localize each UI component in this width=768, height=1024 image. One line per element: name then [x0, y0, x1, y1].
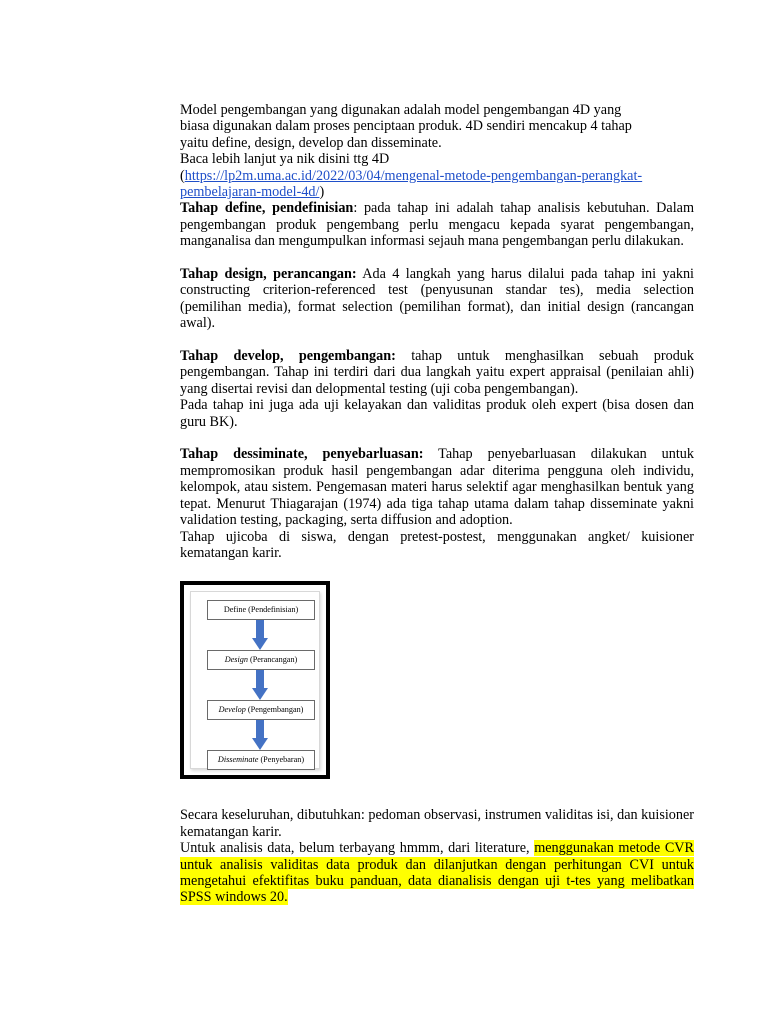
disseminate-paragraph	[180, 446, 694, 528]
analysis-paragraph	[180, 840, 694, 906]
design-text: Ada 4 langkah yang harus dilalui pada tahap ini yakni constructing criterion-referenced test (penyusunan standar tes), media selection (pemilihan media), format selection (pemilihan format), dan initial design (rancangan awal).	[180, 266, 694, 332]
link-close-paren: )	[319, 184, 325, 201]
develop-text: tahap untuk menghasilkan sebuah produk pengembangan. Tahap ini terdiri dari dua langkah yaitu expert appraisal (penilaian ahli) yang disertai revisi dan delopmental testing (uji coba pengembangan).	[180, 348, 694, 397]
intro-line-2: biasa digunakan dalam proses penciptaan produk. 4D sendiri mencakup 4 tahap	[180, 118, 632, 135]
stage-disseminate-en: Disseminate	[217, 755, 259, 765]
design-heading: Tahap design, perancangan:	[180, 266, 357, 283]
stage-develop-en: Develop	[218, 705, 246, 715]
stage-design-id: (Perancangan)	[247, 655, 298, 665]
develop-paragraph	[180, 348, 694, 397]
define-text: : pada tahap ini adalah tahap analisis kebutuhan. Dalam pengembangan produk pengembang perlu mengacu kepada syarat pengembangan, manganalisa dan mengumpulkan informasi sejauh mana pengembangan perlu dilakukan.	[180, 200, 694, 250]
define-paragraph	[180, 200, 694, 249]
diagram-stage-disseminate	[207, 750, 315, 770]
design-paragraph	[180, 266, 694, 332]
paragraph-gap	[180, 250, 694, 266]
stage-develop-id: (Pengembangan)	[245, 705, 304, 715]
down-arrow-icon	[252, 670, 268, 700]
intro-paragraph	[180, 102, 694, 200]
paragraph-gap	[180, 332, 694, 348]
diagram-stage-design	[207, 650, 315, 670]
down-arrow-icon	[252, 620, 268, 650]
down-arrow-icon	[252, 720, 268, 750]
intro-line-3: yaitu define, design, develop dan disseminate.	[180, 134, 442, 151]
diagram-stage-develop	[207, 700, 315, 720]
intro-line-1: Model pengembangan yang digunakan adalah model pengembangan 4D yang	[180, 102, 622, 118]
diagram-stage-define	[207, 600, 315, 620]
conclusion-paragraph: Secara keseluruhan, dibutuhkan: pedoman observasi, instrumen validitas isi, dan kuisioner kematangan karir.	[180, 807, 694, 840]
link-open-paren: (	[180, 167, 185, 184]
disseminate-note: Tahap ujicoba di siswa, dengan pretest-postest, menggunakan angket/ kuisioner kematangan karir.	[180, 528, 694, 561]
stage-disseminate-id: (Penyebaran)	[258, 755, 305, 765]
define-heading: Tahap define, pendefinisian	[180, 200, 354, 217]
reference-link-line-1: https://lp2m.uma.ac.id/2022/03/04/mengenal-metode-pengembangan-perangkat-	[184, 167, 643, 184]
stage-design-en: Design	[224, 655, 248, 665]
analysis-highlighted-text: menggunakan metode CVR untuk analisis validitas data produk dan dilanjutkan dengan perhitungan CVI untuk mengetahui efektifitas buku panduan, data dianalisis dengan uji t-tes yang melibatkan SPSS windows 20.	[180, 840, 694, 906]
develop-heading: Tahap develop, pengembangan:	[180, 348, 396, 365]
reference-link[interactable]	[180, 168, 642, 200]
develop-note: Pada tahap ini juga ada uji kelayakan dan validitas produk oleh expert (bisa dosen dan guru BK).	[180, 397, 694, 430]
diagram-inner-frame	[190, 591, 320, 769]
section-gap	[180, 779, 694, 807]
4d-model-diagram	[180, 581, 330, 779]
paragraph-gap	[180, 430, 694, 446]
stage-define-label: Define (Pendefinisian)	[223, 605, 299, 615]
disseminate-heading: Tahap dessiminate, penyebarluasan:	[180, 446, 424, 463]
disseminate-text: Tahap penyebarluasan dilakukan untuk mempromosikan produk hasil pengembangan adar diterima pengguna oleh individu, kelompok, atau sistem. Pengemasan materi harus selektif agar menghasilkan bentuk yang tepat. Menurut Thiagarajan (1974) ada tiga tahap utama dalam tahap disseminate yakni validation testing, packaging, serta diffusion and adoption.	[180, 446, 694, 529]
read-more-text: Baca lebih lanjut ya nik disini ttg 4D	[180, 151, 390, 168]
reference-link-line-2: pembelajaran-model-4d/	[180, 184, 320, 201]
analysis-plain-text: Untuk analisis data, belum terbayang hmmm, dari literature,	[180, 840, 535, 857]
document-page	[180, 102, 694, 906]
